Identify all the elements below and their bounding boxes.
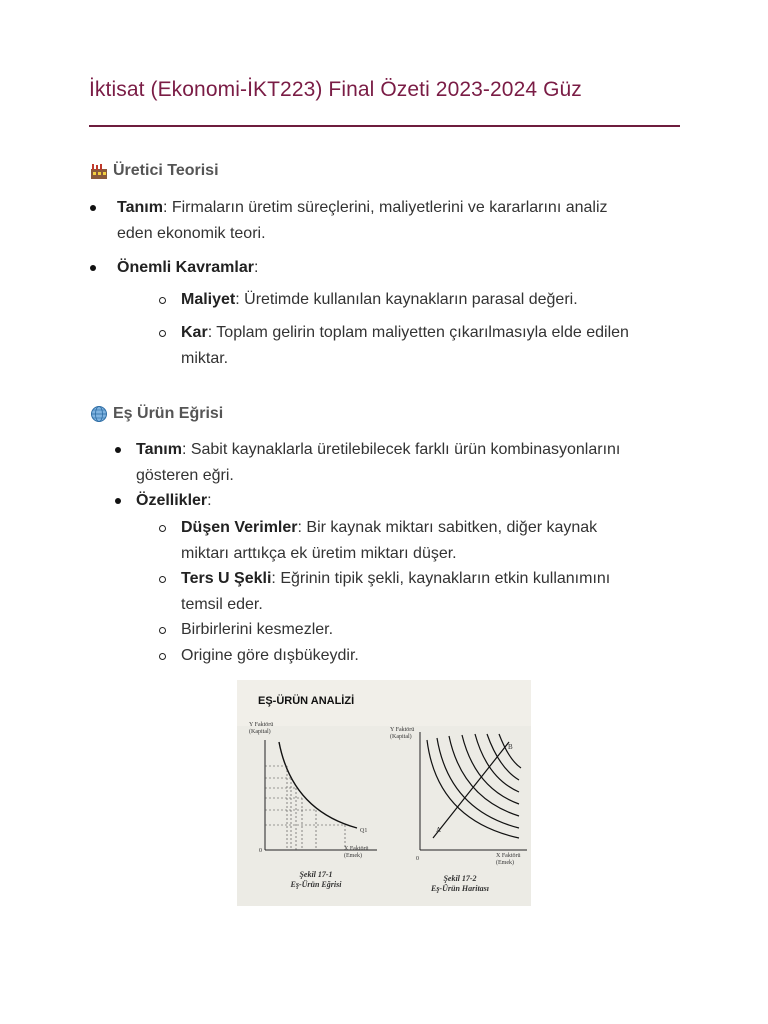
section-heading-text: Eş Ürün Eğrisi [113, 405, 224, 422]
sub-bullet [159, 297, 166, 304]
item-label: Özellikler [136, 492, 208, 509]
sub-bullet [159, 330, 166, 337]
right-point-b: B [508, 743, 513, 751]
section-heading-text: Üretici Teorisi [113, 162, 219, 179]
sub-bullet [159, 576, 166, 583]
globe-icon [90, 405, 108, 423]
item-label: Önemli Kavramlar [117, 259, 254, 276]
right-ylabel: Y Faktörü (Kapital) [390, 727, 415, 740]
sub-item-kesmezler: Birbirlerini kesmezler. [181, 621, 334, 638]
item-text-cont: gösteren eğri. [136, 467, 234, 484]
left-xlabel: X Faktörü (Emek) [344, 846, 369, 859]
sub-item-disbukey: Origine göre dışbükeydir. [181, 647, 359, 664]
item-text-cont: miktar. [181, 350, 229, 367]
right-xlabel: X Faktörü (Emek) [496, 853, 521, 866]
left-curve-label: Q1 [360, 828, 368, 834]
item-label: Tanım [117, 199, 163, 216]
item-text: : Toplam gelirin toplam maliyetten çıkarılmasıyla elde edilen [207, 324, 629, 341]
section-heading-es-urun-egrisi [90, 405, 223, 423]
bullet [90, 205, 96, 211]
item-label: Düşen Verimler [181, 519, 298, 536]
right-caption: Şekil 17-2 Eş-Ürün Haritası [430, 874, 490, 893]
sub-item-ters-u-sekli [181, 566, 610, 618]
sub-item-dusen-verimler [181, 515, 597, 567]
left-caption: Şekil 17-1 Eş-Ürün Eğrisi [290, 870, 342, 889]
item-label: Tanım [136, 441, 182, 458]
item-text: : [253, 259, 259, 276]
item-label: Maliyet [181, 291, 236, 308]
sub-bullet [159, 627, 166, 634]
left-ylabel: Y Faktörü (Kapital) [249, 722, 274, 735]
list-item-tanim [136, 437, 620, 489]
right-origin: 0 [416, 856, 419, 862]
item-text: : Sabit kaynaklarla üretilebilecek farklı ürün kombinasyonlarını [181, 441, 621, 458]
item-label: Kar [181, 324, 208, 341]
right-point-a: A [436, 826, 442, 834]
list-item-tanim [117, 195, 608, 247]
item-label: Ters U Şekli [181, 570, 272, 587]
sub-bullet [159, 653, 166, 660]
left-origin: 0 [259, 848, 262, 854]
item-text: : Eğrinin tipik şekli, kaynakların etkin kullanımını [271, 570, 611, 587]
sub-item-maliyet [181, 287, 578, 313]
factory-icon [90, 162, 108, 180]
title-divider [89, 125, 680, 127]
bullet [90, 265, 96, 271]
item-text-cont: eden ekonomik teori. [117, 225, 266, 242]
item-text: : Bir kaynak miktarı sabitken, diğer kaynak [297, 519, 598, 536]
item-text-cont: miktarı arttıkça ek üretim miktarı düşer. [181, 545, 457, 562]
item-text: : [207, 492, 212, 509]
item-text-cont: temsil eder. [181, 596, 263, 613]
section-heading-uretici-teorisi [90, 162, 219, 180]
item-text: : Firmaların üretim süreçlerini, maliyetlerini ve kararlarını analiz [162, 199, 608, 216]
item-text: : Üretimde kullanılan kaynakların parasal değeri. [235, 291, 578, 308]
bullet [115, 498, 121, 504]
sub-item-kar [181, 320, 629, 372]
sub-bullet [159, 525, 166, 532]
list-item-ozellikler [136, 488, 212, 514]
list-item-onemli-kavramlar [117, 255, 258, 281]
bullet [115, 447, 121, 453]
figure-title: EŞ-ÜRÜN ANALİZİ [258, 695, 355, 707]
document-title: İktisat (Ekonomi-İKT223) Final Özeti 2023-2024 Güz [89, 78, 582, 101]
